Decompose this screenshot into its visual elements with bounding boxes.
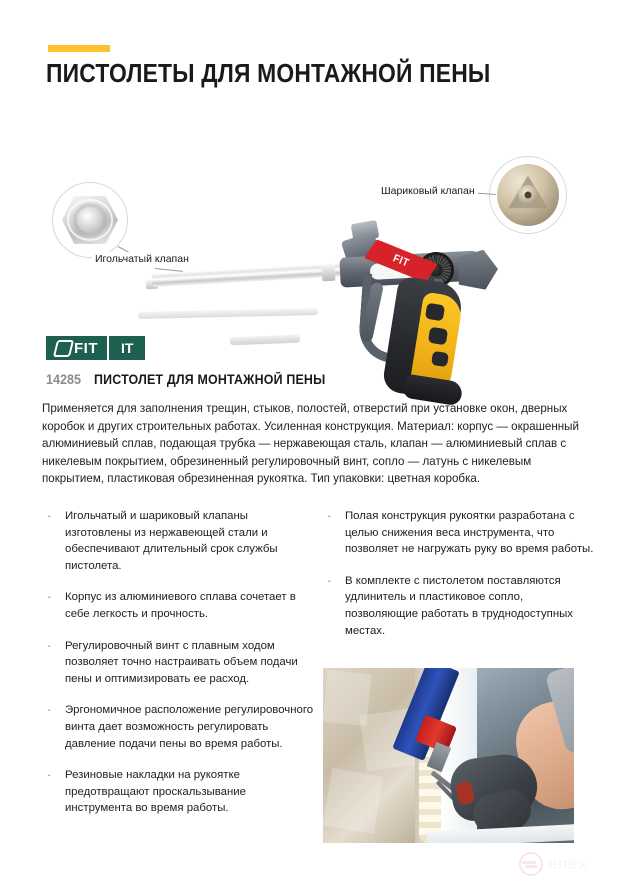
callout-needle-valve: Игольчатый клапан [92,252,192,266]
photo-wall [323,668,419,843]
nozzle-ring-icon [67,199,113,241]
feature-text: В комплекте с пистолетом поставляются удлинитель и пластиковое сопло, позволяющие работать в труднодоступных местах. [345,574,574,637]
bullet-dot-icon: · [47,589,52,605]
footer-watermark [519,852,587,876]
feature-column-right [322,508,598,654]
feature-text: Игольчатый и шариковый клапаны изготовлены из нержавеющей стали и обеспечивают длительный срок службы пистолета. [65,510,278,572]
ball-valve-icon [497,164,559,226]
footer-logo-text: enex [548,854,588,873]
list-item [42,508,314,574]
brand-logo-suffix: IT [121,340,134,356]
application-photo [323,668,574,843]
product-heading [46,371,345,387]
accessory-extension-tube [138,308,318,319]
product-name: ПИСТОЛЕТ ДЛЯ МОНТАЖНОЙ ПЕНЫ [93,372,326,387]
list-item [322,508,598,558]
list-item [42,589,314,622]
enex-logo-icon [519,852,543,876]
accent-bar [48,45,110,52]
feature-text: Корпус из алюминиевого сплава сочетает в себе легкость и прочность. [65,591,296,620]
bullet-dot-icon: · [47,508,52,523]
feature-column-left [42,508,314,832]
feature-text: Эргономичное расположение регулировочного винта дает возможность регулировать давление подачи пены во время работы. [65,704,314,750]
grip-notch-2 [428,327,448,346]
fit-sticker-text: FIT [391,252,411,270]
brand-badge [46,336,145,360]
foam-gun-body [330,228,510,398]
grip-notch-3 [431,351,449,367]
bullet-dot-icon: · [47,637,52,653]
ball-valve-hub-icon [518,185,538,205]
list-item [42,702,314,752]
bullet-dot-icon: · [47,702,52,718]
fit-logo-mark-icon [53,340,74,357]
brand-logo [46,336,107,360]
product-description: Применяется для заполнения трещин, стыков, полостей, отверстий при установке окон, дверных коробок и других строительных работах. Усиленная конструкция. Материал: корпус — окрашенный алюминиевый сплав, подающая трубка — нержавеющая сталь, клапан — алюминиевый сплав с никелевым покрытием, обрезиненный регулировочный винт, сопло — латунь с никелевым покрытием, пластиковая обрезиненная рукоятка. Тип упаковки: цветная коробка. [42,402,579,486]
ball-valve-inset [489,156,567,234]
bullet-dot-icon: · [327,508,332,523]
product-sku: 14285 [46,371,82,387]
list-item [42,767,314,817]
feature-text: Резиновые накладки на рукоятке предотвращают проскальзывание инструмента во время работы. [65,769,246,815]
feed-tube [152,263,342,287]
list-item [42,638,314,688]
brand-logo-text: FIT [74,339,98,357]
callout-ball-valve: Шариковый клапан [378,184,478,198]
accessory-plastic-nozzle [230,335,300,346]
list-item [322,573,598,639]
hero-illustration [0,78,631,328]
leader-line-left-2 [155,268,183,272]
bullet-dot-icon: · [47,767,52,783]
grip-notch-1 [425,303,445,322]
page-title: ПИСТОЛЕТЫ ДЛЯ МОНТАЖНОЙ ПЕНЫ [46,58,491,88]
bullet-dot-icon: · [327,572,332,588]
photo-tile [323,768,384,834]
feature-text: Полая конструкция рукоятки разработана с целью снижения веса инструмента, что позволяет не нагружать руку во время работы. [345,510,594,556]
feature-text: Регулировочный винт с плавным ходом позволяет точно настраивать объем подачи пены и оптимизировать ее расход. [65,639,298,685]
